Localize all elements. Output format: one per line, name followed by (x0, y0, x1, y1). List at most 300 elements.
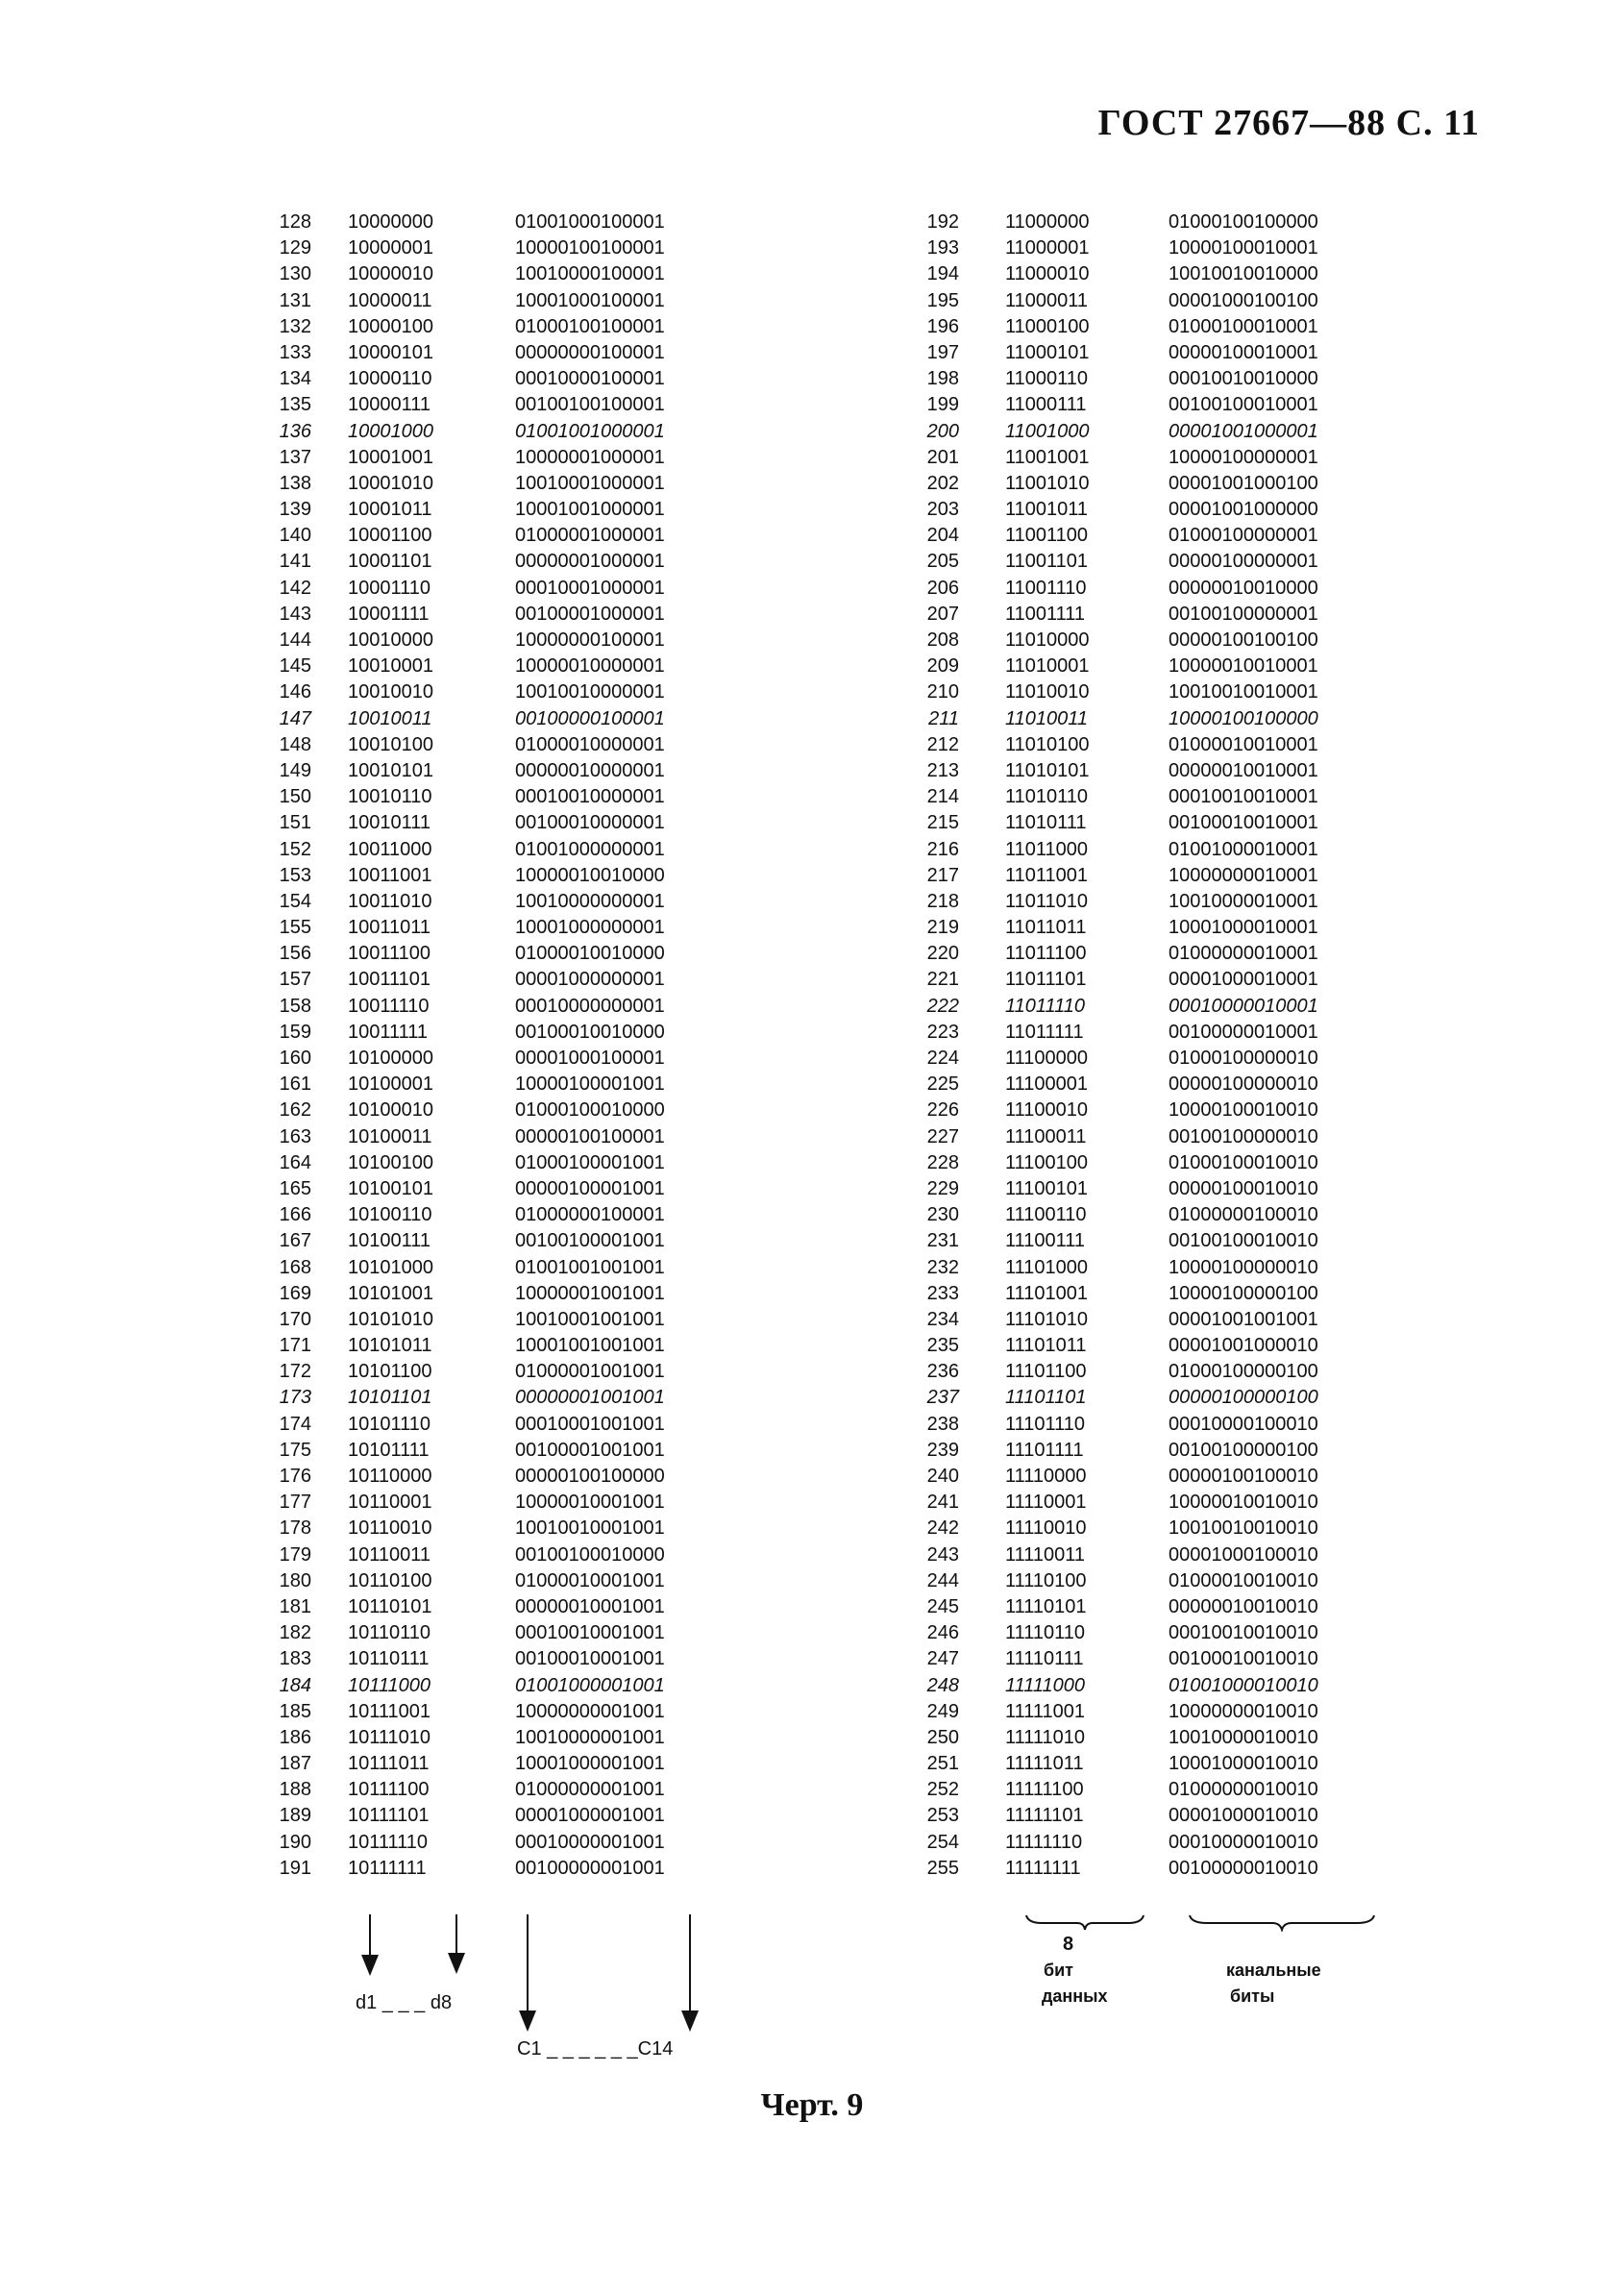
row-number: 236 (926, 1361, 959, 1383)
channel-bits: 00010000010001 (1169, 995, 1318, 1017)
row-number: 138 (279, 472, 311, 494)
channel-bits: 10010001001001 (515, 1308, 665, 1330)
row-number: 177 (279, 1492, 311, 1514)
channel-bits: 00100010010001 (1169, 812, 1318, 834)
row-number: 182 (279, 1622, 311, 1644)
row-number: 154 (279, 890, 311, 912)
row-number: 235 (926, 1335, 959, 1357)
channel-bits: 01001000001001 (515, 1674, 665, 1696)
data-bits: 10011001 (348, 864, 432, 886)
arrow-c1 (527, 1914, 529, 2028)
channel-bits: 00001001001001 (1169, 1308, 1318, 1330)
data-bits: 10110101 (348, 1595, 432, 1617)
channel-bits: 00010000100010 (1169, 1413, 1318, 1435)
channel-bits: 01000000100001 (515, 1204, 665, 1226)
eight-label: 8 (1063, 1934, 1074, 1955)
data-bits: 11010100 (1005, 733, 1090, 755)
row-number: 139 (279, 499, 311, 521)
row-number: 155 (279, 917, 311, 939)
channel-bits: 10000010000001 (515, 655, 665, 678)
data-bits: 10000100 (348, 315, 433, 337)
data-bits: 11011001 (1005, 864, 1089, 886)
data-bits: 11111000 (1005, 1674, 1086, 1696)
data-bits: 11110010 (1005, 1517, 1087, 1540)
data-bits: 11000110 (1005, 368, 1089, 390)
row-number: 147 (279, 707, 311, 729)
data-bits: 10100000 (348, 1048, 433, 1069)
data-bits: 11101011 (1005, 1335, 1087, 1357)
data-bits: 10110011 (348, 1543, 431, 1566)
row-number: 164 (279, 1151, 311, 1173)
channel-bits: 10010000010010 (1169, 1726, 1318, 1748)
channel-bits: 00010010010001 (1169, 786, 1318, 808)
row-number: 206 (926, 577, 959, 599)
data-bits: 10110110 (348, 1622, 431, 1644)
row-number: 190 (279, 1831, 311, 1853)
data-bits: 10100010 (348, 1099, 433, 1122)
data-bits: 11011100 (1005, 943, 1087, 965)
channel-bits: 01000010010010 (1169, 1569, 1318, 1591)
row-number: 217 (926, 864, 959, 886)
row-number: 252 (926, 1779, 959, 1801)
data-bits: 10000101 (348, 341, 433, 363)
channel-bits: 00000001000001 (515, 551, 665, 573)
channel-bits: 01001001000001 (515, 420, 665, 442)
row-number: 184 (279, 1674, 311, 1696)
data-bits: 10100101 (348, 1177, 433, 1199)
row-number: 165 (279, 1177, 311, 1199)
channel-bits: 01000000100010 (1169, 1204, 1318, 1226)
data-bits: 10000010 (348, 263, 433, 285)
row-number: 146 (279, 681, 311, 703)
channel-bits: 00010001001001 (515, 1413, 665, 1435)
channel-bits: 10001000010010 (1169, 1753, 1318, 1775)
channel-bits: 00010000010010 (1169, 1831, 1318, 1853)
data-bits: 11010011 (1005, 707, 1089, 729)
channel-bits: 00100100000100 (1169, 1439, 1318, 1461)
row-number: 234 (926, 1308, 959, 1330)
channel-bits: 00000010001001 (515, 1595, 665, 1617)
row-number: 209 (926, 655, 959, 678)
channel-bits: 10000001001001 (515, 1282, 665, 1304)
row-number: 192 (926, 211, 959, 233)
data-bits: 11100011 (1005, 1125, 1087, 1147)
row-number: 246 (926, 1622, 959, 1644)
data-bits: 11001101 (1005, 551, 1089, 573)
channel-bits: 00010010000001 (515, 786, 665, 808)
channel-bits: 10000100000100 (1169, 1282, 1318, 1304)
channel-bits: 10000010010001 (1169, 655, 1318, 678)
channel-bits: 00010000000001 (515, 995, 665, 1017)
row-number: 169 (279, 1282, 311, 1304)
row-number: 187 (279, 1753, 311, 1775)
data-bits: 10001110 (348, 577, 431, 599)
channel-bits: 01001000010010 (1169, 1674, 1318, 1696)
row-number: 128 (279, 211, 311, 233)
channel-bits: 01000001000001 (515, 525, 665, 547)
data-bits: 11001110 (1005, 577, 1087, 599)
row-number: 134 (279, 368, 311, 390)
data-bits: 11110011 (1005, 1543, 1086, 1566)
channel-bits: 10000100100001 (515, 237, 665, 259)
row-number: 179 (279, 1543, 311, 1566)
channel-bits: 00010001000001 (515, 577, 665, 599)
channel-bits: 00001000000001 (515, 969, 665, 991)
row-number: 254 (926, 1831, 959, 1853)
data-bits: 10010011 (348, 707, 432, 729)
data-bits: 10110000 (348, 1466, 432, 1487)
channel-bits: 00100000010010 (1169, 1857, 1318, 1879)
data-bits: 10100011 (348, 1125, 432, 1147)
row-number: 214 (926, 786, 959, 808)
channel-bits: 00000100010010 (1169, 1177, 1318, 1199)
row-number: 153 (279, 864, 311, 886)
row-number: 176 (279, 1466, 311, 1487)
data-bits: 11111111 (1005, 1857, 1081, 1879)
row-number: 215 (926, 812, 959, 834)
row-number: 137 (279, 446, 311, 468)
data-bits: 11110000 (1005, 1466, 1087, 1487)
data-bits: 10011011 (348, 917, 431, 939)
data-bits: 11011000 (1005, 838, 1089, 860)
channel-bits: 00000100100000 (515, 1466, 665, 1487)
channel-bits: 00100100000010 (1169, 1125, 1318, 1147)
row-number: 197 (926, 341, 959, 363)
row-number: 186 (279, 1726, 311, 1748)
data-bits: 11101100 (1005, 1361, 1087, 1383)
row-number: 228 (926, 1151, 959, 1173)
row-number: 185 (279, 1700, 311, 1722)
brace-channel-bits (1188, 1912, 1376, 1932)
row-number: 231 (926, 1230, 959, 1252)
row-number: 251 (926, 1753, 959, 1775)
row-number: 240 (926, 1466, 959, 1487)
row-number: 170 (279, 1308, 311, 1330)
data-bits: 11111110 (1005, 1831, 1083, 1853)
channel-bits: 00000100000100 (1169, 1387, 1318, 1409)
row-number: 159 (279, 1021, 311, 1043)
channel-bits: 10010010000001 (515, 681, 665, 703)
data-bits: 11010010 (1005, 681, 1090, 703)
row-number: 175 (279, 1439, 311, 1461)
data-bits: 10001101 (348, 551, 432, 573)
row-number: 232 (926, 1256, 959, 1278)
channel-bits: 10000100000010 (1169, 1256, 1318, 1278)
channel-bits: 01000000010010 (1169, 1779, 1318, 1801)
channel-label-2: биты (1230, 1986, 1275, 2006)
channel-bits: 01001000100001 (515, 211, 665, 233)
row-number: 158 (279, 995, 311, 1017)
row-number: 156 (279, 943, 311, 965)
channel-bits: 01000100100000 (1169, 211, 1318, 233)
channel-bits: 00000100100010 (1169, 1466, 1318, 1487)
data-bits: 10000000 (348, 211, 433, 233)
data-bits: 11111101 (1005, 1805, 1084, 1827)
row-number: 208 (926, 629, 959, 651)
data-bits: 10100111 (348, 1230, 431, 1252)
channel-bits: 00100010000001 (515, 812, 665, 834)
channel-bits: 01000100000010 (1169, 1048, 1318, 1069)
data-bits: 11010101 (1005, 759, 1090, 781)
data-bits: 11011010 (1005, 890, 1089, 912)
channel-bits: 00000100100100 (1169, 629, 1318, 651)
channel-bits: 10010010010000 (1169, 263, 1318, 285)
row-number: 222 (926, 995, 959, 1017)
channel-label-1: канальные (1226, 1961, 1321, 1980)
channel-bits: 10000100010001 (1169, 237, 1318, 259)
row-number: 183 (279, 1648, 311, 1670)
row-number: 230 (926, 1204, 959, 1226)
data-bits: 10001010 (348, 472, 433, 494)
channel-bits: 10010010001001 (515, 1517, 665, 1540)
data-bits: 11011110 (1005, 995, 1086, 1017)
figure-caption: Черт. 9 (760, 2087, 864, 2123)
data-bits: 11110100 (1005, 1569, 1087, 1591)
row-number: 167 (279, 1230, 311, 1252)
data-bits: 11001010 (1005, 472, 1090, 494)
row-number: 226 (926, 1099, 959, 1122)
data-bits: 10110010 (348, 1517, 432, 1540)
data-bits: 10001100 (348, 525, 432, 547)
channel-bits: 00100000100001 (515, 707, 665, 729)
data-bits: 11001001 (1005, 446, 1090, 468)
row-number: 196 (926, 315, 959, 337)
channel-bits: 10010001000001 (515, 472, 665, 494)
row-number: 132 (279, 315, 311, 337)
data-bits: 11111001 (1005, 1700, 1086, 1722)
arrow-d1 (369, 1914, 371, 1972)
data-bits: 11000010 (1005, 263, 1090, 285)
channel-bits: 10000000010010 (1169, 1700, 1318, 1722)
data-bits: 11001000 (1005, 420, 1090, 442)
data-bits: 10101011 (348, 1335, 432, 1357)
channel-bits: 10001000000001 (515, 917, 665, 939)
channel-bits: 00100010010010 (1169, 1648, 1318, 1670)
data-bits: 10001011 (348, 499, 432, 521)
data-bits: 10110111 (348, 1648, 430, 1670)
channel-bits: 00000100000010 (1169, 1073, 1318, 1096)
row-number: 253 (926, 1805, 959, 1827)
row-number: 245 (926, 1595, 959, 1617)
channel-bits: 01000100000100 (1169, 1361, 1318, 1383)
row-number: 224 (926, 1048, 959, 1069)
data-bits: 11101010 (1005, 1308, 1089, 1330)
channel-bits: 00000010010000 (1169, 577, 1318, 599)
channel-bits: 00100010001001 (515, 1648, 665, 1670)
channel-bits: 00100001000001 (515, 603, 665, 625)
row-number: 141 (279, 551, 311, 573)
row-number: 130 (279, 263, 311, 285)
data-bits: 10111010 (348, 1726, 431, 1748)
row-number: 188 (279, 1779, 311, 1801)
row-number: 200 (926, 420, 959, 442)
data-bits: 11001100 (1005, 525, 1089, 547)
row-number: 143 (279, 603, 311, 625)
data-bits: 11011111 (1005, 1021, 1084, 1043)
row-number: 145 (279, 655, 311, 678)
data-bits: 10111110 (348, 1831, 429, 1853)
channel-bits: 01000000001001 (515, 1779, 665, 1801)
data-bits: 11110001 (1005, 1492, 1087, 1514)
data-bits: 11010110 (1005, 786, 1089, 808)
data-bits: 11101000 (1005, 1256, 1089, 1278)
channel-bits: 00100000010001 (1169, 1021, 1318, 1043)
data-bits: 10101100 (348, 1361, 432, 1383)
channel-bits: 10000100100000 (1169, 707, 1318, 729)
channel-bits: 00000000100001 (515, 341, 665, 363)
row-number: 181 (279, 1595, 311, 1617)
channel-bits: 00000100001001 (515, 1177, 665, 1199)
channel-bits: 00010000001001 (515, 1831, 665, 1853)
data-bits: 11011011 (1005, 917, 1087, 939)
row-number: 198 (926, 368, 959, 390)
channel-bits: 01000100010000 (515, 1099, 665, 1122)
channel-bits: 00000010000001 (515, 759, 665, 781)
row-number: 205 (926, 551, 959, 573)
row-number: 142 (279, 577, 311, 599)
row-number: 216 (926, 838, 959, 860)
channel-bits: 10000000010001 (1169, 864, 1318, 886)
channel-bits: 01000010000001 (515, 733, 665, 755)
row-number: 157 (279, 969, 311, 991)
row-number: 207 (926, 603, 959, 625)
row-number: 180 (279, 1569, 311, 1591)
data-bits: 10011010 (348, 890, 432, 912)
row-number: 168 (279, 1256, 311, 1278)
channel-bits: 00100100010001 (1169, 394, 1318, 416)
channel-bits: 01000000010001 (1169, 943, 1318, 965)
data-bits: 10111111 (348, 1857, 427, 1879)
channel-bits: 10010000001001 (515, 1726, 665, 1748)
channel-bits: 10000010010000 (515, 864, 665, 886)
channel-bits: 00001001000010 (1169, 1335, 1318, 1357)
channel-bits: 00100100010000 (515, 1543, 665, 1566)
data-bits: 10101111 (348, 1439, 430, 1461)
channel-bits: 00000010010001 (1169, 759, 1318, 781)
row-number: 238 (926, 1413, 959, 1435)
channel-bits: 10010000000001 (515, 890, 665, 912)
channel-bits-range-label: C1 _ _ _ _ _ _C14 (517, 2038, 674, 2060)
data-bits: 11000001 (1005, 237, 1090, 259)
data-bits: 11100100 (1005, 1151, 1089, 1173)
row-number: 172 (279, 1361, 311, 1383)
arrow-d8 (455, 1914, 457, 1970)
data-bits: 10111011 (348, 1753, 430, 1775)
channel-bits: 10000000100001 (515, 629, 665, 651)
row-number: 166 (279, 1204, 311, 1226)
channel-bits: 01000010010001 (1169, 733, 1318, 755)
data-bits: 10011101 (348, 969, 431, 991)
channel-bits: 00001001000100 (1169, 472, 1318, 494)
data-bits: 10111000 (348, 1674, 431, 1696)
row-number: 129 (279, 237, 311, 259)
row-number: 248 (926, 1674, 959, 1696)
channel-bits: 00000100010001 (1169, 341, 1318, 363)
channel-bits: 00001000100100 (1169, 289, 1318, 311)
row-number: 202 (926, 472, 959, 494)
data-bits: 11111010 (1005, 1726, 1086, 1748)
channel-bits: 00100100010010 (1169, 1230, 1318, 1252)
data-bits: 10010111 (348, 812, 431, 834)
row-number: 203 (926, 499, 959, 521)
data-bits: 11100111 (1005, 1230, 1086, 1252)
row-number: 220 (926, 943, 959, 965)
channel-bits: 10000010001001 (515, 1492, 665, 1514)
row-number: 171 (279, 1335, 311, 1357)
channel-bits: 00010010010000 (1169, 368, 1318, 390)
channel-bits: 00001001000000 (1169, 499, 1318, 521)
data-bits: 11100101 (1005, 1177, 1089, 1199)
channel-bits: 10001000001001 (515, 1753, 665, 1775)
channel-bits: 10010000100001 (515, 263, 665, 285)
row-number: 255 (926, 1857, 959, 1879)
row-number: 174 (279, 1413, 311, 1435)
data-bits: 11110110 (1005, 1622, 1086, 1644)
data-bits: 10000111 (348, 394, 431, 416)
row-number: 229 (926, 1177, 959, 1199)
data-bits: 10001111 (348, 603, 430, 625)
row-number: 249 (926, 1700, 959, 1722)
data-bits: 11101110 (1005, 1413, 1086, 1435)
row-number: 241 (926, 1492, 959, 1514)
channel-bits: 00100100100001 (515, 394, 665, 416)
row-number: 194 (926, 263, 959, 285)
row-number: 133 (279, 341, 311, 363)
row-number: 135 (279, 394, 311, 416)
row-number: 151 (279, 812, 311, 834)
row-number: 227 (926, 1125, 959, 1147)
data-bits: 11010000 (1005, 629, 1090, 651)
row-number: 148 (279, 733, 311, 755)
channel-bits: 01000100000001 (1169, 525, 1318, 547)
data-bits: 11010111 (1005, 812, 1087, 834)
row-number: 178 (279, 1517, 311, 1540)
channel-bits: 10010000010001 (1169, 890, 1318, 912)
data-bits: 11000000 (1005, 211, 1090, 233)
data-bits: 10010110 (348, 786, 432, 808)
data-bits: 10000110 (348, 368, 432, 390)
data-bits: 10110100 (348, 1569, 432, 1591)
data-bits: 10101110 (348, 1413, 431, 1435)
row-number: 250 (926, 1726, 959, 1748)
data-bits: 10011100 (348, 943, 431, 965)
data-bits: 11100010 (1005, 1099, 1089, 1122)
data-bits: 10010101 (348, 759, 433, 781)
row-number: 161 (279, 1073, 311, 1096)
data-bits: 10001001 (348, 446, 433, 468)
channel-bits: 10001001000001 (515, 499, 665, 521)
channel-bits: 00000100000001 (1169, 551, 1318, 573)
channel-bits: 00010000100001 (515, 368, 665, 390)
data-bits: 10010001 (348, 655, 433, 678)
data-bits: 10001000 (348, 420, 433, 442)
bit-label: бит (1044, 1961, 1073, 1980)
channel-bits: 01000100010001 (1169, 315, 1318, 337)
channel-bits: 01000100001001 (515, 1151, 665, 1173)
row-number: 140 (279, 525, 311, 547)
row-number: 163 (279, 1125, 311, 1147)
row-number: 199 (926, 394, 959, 416)
channel-bits: 01001000010001 (1169, 838, 1318, 860)
channel-bits: 00100100001001 (515, 1230, 665, 1252)
data-bits: 11101101 (1005, 1387, 1087, 1409)
channel-bits: 10000100001001 (515, 1073, 665, 1096)
channel-bits: 00001000100001 (515, 1048, 665, 1069)
row-number: 223 (926, 1021, 959, 1043)
data-bits: 11101001 (1005, 1282, 1089, 1304)
channel-bits: 00010010001001 (515, 1622, 665, 1644)
channel-bits: 00010010010010 (1169, 1622, 1318, 1644)
